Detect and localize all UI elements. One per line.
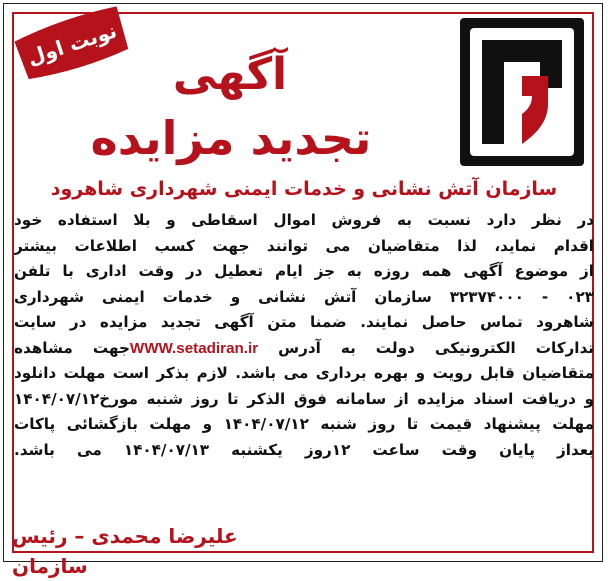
- body-line: در نظر دارد نسبت به فروش اموال اسقاطی و بلا استفاده خود: [14, 211, 594, 229]
- body-line-url: [14, 336, 594, 362]
- body-line: اقدام نماید، لذا متقاضیان می توانند جهت کسب اطلاعات بیشتر: [14, 236, 594, 255]
- body-line: بعداز پایان وقت ساعت ۱۲روز یکشنبه ۱۴۰۴/۰۷/۱۳ می باشد.: [14, 440, 594, 459]
- body-line: شاهرود تماس حاصل نمایند. ضمنا متن آگهی تجدید مزایده در سایت: [14, 313, 594, 331]
- organization-name: سازمان آتش نشانی و خدمات ایمنی شهرداری شاهرود: [50, 178, 558, 200]
- fire-department-logo-icon: [460, 18, 584, 166]
- ad-body: [14, 208, 594, 463]
- body-line: و دریافت اسناد مزایده از سامانه فوق الذکر تا روز شنبه مورخ۱۴۰۴/۰۷/۱۲: [14, 389, 594, 408]
- website-link[interactable]: WWW.setadiran.ir: [129, 339, 259, 357]
- body-line: از موضوع آگهی همه روزه به جز ایام تعطیل در وقت اداری با تلفن: [14, 262, 594, 280]
- body-line: مهلت پیشنهاد قیمت تا روز شنبه ۱۴۰۴/۰۷/۱۲ و مهلت بازگشائی پاکات: [14, 415, 594, 433]
- body-line: ۰۲۳ - ۳۲۳۷۴۰۰۰ سازمان آتش نشانی و خدمات ایمنی شهرداری: [14, 287, 594, 306]
- url-line-after: جهت مشاهده: [14, 338, 130, 357]
- page-title: تجدید مزایده: [90, 111, 372, 165]
- badge-label: نوبت اول: [24, 18, 120, 70]
- body-line: متقاضیان قابل رویت و بهره برداری می باشد. لازم بذکر است مهلت دانلود: [14, 364, 594, 382]
- url-line-before: تدارکات الکترونیکی دولت به آدرس: [278, 338, 594, 357]
- signature: علیرضا محمدی – رئیس سازمان: [12, 524, 238, 578]
- ad-label: آگهی: [172, 49, 288, 100]
